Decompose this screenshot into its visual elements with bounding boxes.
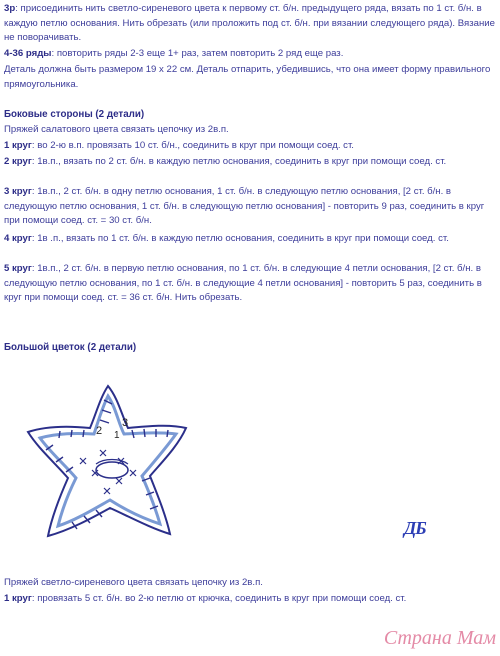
side-round-1-text: : во 2-ю в.п. провязать 10 ст. б/н., соединить в круг при помощи соед. ст. [31,140,354,151]
side-round-2-text: : 1в.п., вязать по 2 ст. б/н. в каждую петлю основания, соединить в круг при помощи соед. ст. [31,156,447,167]
rows4-36-text: : повторить ряды 2-3 еще 1+ раз, затем повторить 2 ряд еще раз. [51,48,344,59]
side-round-4-label: 4 круг [4,233,32,244]
diagram-label-1: 1 [114,430,120,441]
flower-round-1-text: : провязать 5 ст. б/н. во 2-ю петлю от крючка, соединить в круг при помощи соед. ст. [31,593,407,604]
site-watermark: Страна Мам [383,627,496,649]
row3-paragraph [4,2,496,46]
side-round-3-text: : 1в.п., 2 ст. б/н. в одну петлю основания, 1 ст. б/н. в следующую петлю основания, [2 ст. б/н. в следующую петлю основания, 1 ст. б/н. в следующую петлю основания] - повторить 9 раз, соединить в круг при помощи соед. ст. = 30 ст. б/н. [4,186,485,227]
side-round-5-label: 5 круг [4,263,32,274]
side-round-5-text: : 1в.п., 2 ст. б/н. в первую петлю основания, по 1 ст. б/н. в следующие 4 петли основания, [2 ст. б/н. в следующую петлю основания, по 1 ст. б/н. в следующие 4 петли основания] - повторить 5 раз, соединить в круг при помощи соед. ст. = 36 ст. б/н. Нить обрезать. [4,263,482,304]
side-round-1 [4,139,496,154]
signature-db: ДБ [404,518,426,538]
rows4-36-paragraph [4,47,496,62]
row3-label: 3р [4,3,16,14]
flower-round-1-label: 1 круг [4,593,32,604]
rows4-36-label: 4-36 ряды [4,48,52,59]
side-title: Боковые стороны (2 детали) [4,109,145,120]
side-round-3-label: 3 круг [4,186,32,197]
diagram-label-2: 2 [96,425,103,437]
side-round-5 [4,262,496,306]
flower-title: Большой цветок (2 детали) [4,342,137,353]
diagram-label-3: 3 [122,417,129,429]
side-round-2 [4,155,496,170]
flower-intro: Пряжей светло-сиреневого цвета связать цепочку из 2в.п. [4,577,263,588]
side-round-3 [4,185,496,229]
side-intro: Пряжей салатового цвета связать цепочку из 2в.п. [4,124,229,135]
flower-diagram [0,366,218,572]
row3-text: : присоединить нить светло-сиреневого цвета к первому ст. б/н. предыдущего ряда, вязать по 1 ст. б/н. в каждую петлю основания. Нить обрезать (или проложить под ст. б/н. при вязании следующего ряда). Вязание не поворачивать. [4,3,495,44]
side-round-4 [4,232,496,247]
size-note: Деталь должна быть размером 19 х 22 см. Деталь отпарить, убедившись, что она имеет форму правильного прямоугольника. [4,64,491,90]
side-round-2-label: 2 круг [4,156,32,167]
flower-round-1 [4,592,496,607]
side-round-1-label: 1 круг [4,140,32,151]
side-round-4-text: : 1в .п., вязать по 1 ст. б/н. в каждую петлю основания, соединить в круг при помощи соед. ст. [31,233,449,244]
